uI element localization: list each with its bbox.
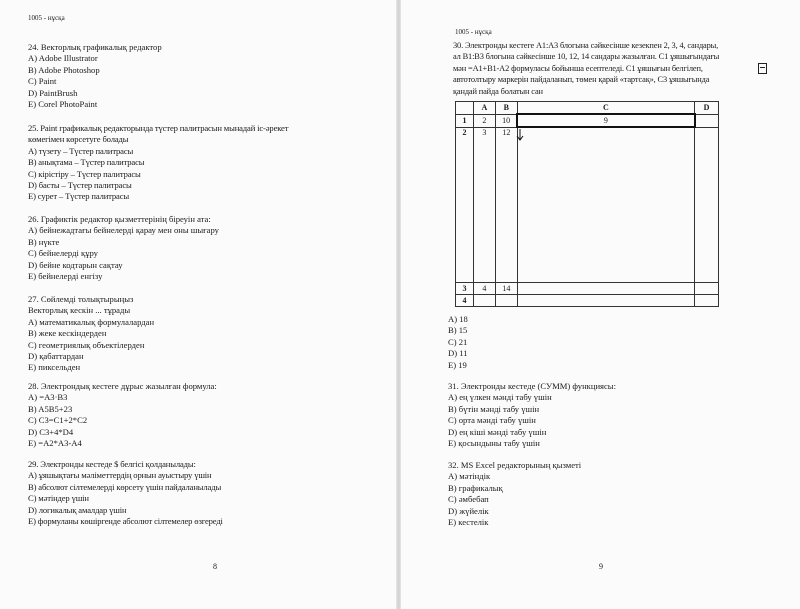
cell: 4 — [473, 282, 495, 294]
cursor-arrow-icon — [515, 129, 525, 141]
option: E) сурет – Түстер палитрасы — [28, 191, 129, 202]
option: B) абсолют сілтемелерді көрсету үшін пайдаланылады — [28, 481, 222, 492]
row-header: 2 — [456, 127, 474, 282]
page-header: 1005 - нұсқа — [28, 14, 65, 22]
question-title: 28. Электрондық кестеге дұрыс жазылған формула: — [28, 381, 217, 391]
question-title-line2: көмегімен көрсетуге болады — [28, 134, 129, 145]
option: A) математикалық формулалардан — [28, 316, 155, 327]
option: E) 19 — [448, 359, 467, 370]
question-31 — [448, 381, 616, 449]
question-title: 29. Электронды кестеде $ белгісі қолданылады: — [28, 459, 196, 469]
cell: 3 — [473, 127, 495, 282]
option: C) кірістіру – Түстер палитрасы — [28, 168, 141, 179]
table-row — [456, 114, 719, 127]
left-page — [0, 0, 398, 609]
option: D) 11 — [448, 348, 468, 359]
cell: 14 — [495, 282, 517, 294]
question-29 — [28, 459, 223, 527]
option: A) мәтіндік — [448, 471, 491, 482]
cell — [517, 294, 694, 306]
cell: 10 — [495, 114, 517, 127]
question-line: 30. Электронды кестеге A1:A3 блогына сәйкесінше кезекпен 2, 3, 4, сандары, — [453, 41, 719, 50]
option: A) ұяшықтағы мәліметтердің орнын ауыстыру үшін — [28, 470, 212, 481]
question-25 — [28, 123, 288, 203]
option: A) бейнежадтағы бейнелерді қарау мен оны шығару — [28, 225, 219, 236]
question-24 — [28, 42, 162, 110]
option: B) бүтін мәнді табу үшін — [448, 403, 540, 414]
option: B) Adobe Photoshop — [28, 64, 100, 75]
cell — [517, 127, 694, 282]
question-27 — [28, 294, 154, 374]
cell — [695, 114, 719, 127]
option: C) бейнелерді құру — [28, 248, 98, 259]
question-title: 25. Paint графикалық редакторында түстер палитрасын мынадай іс-әрекет — [28, 123, 289, 133]
option: C) 21 — [448, 336, 468, 347]
row-header: 4 — [456, 294, 474, 306]
right-page — [401, 0, 800, 609]
option: D) логикалық амалдар үшін — [28, 504, 127, 515]
cell — [473, 294, 495, 306]
question-line: ал B1:B3 блогына сәйкесінше 10, 12, 14 сандары жазылған. C1 ұяшығындағы — [453, 52, 720, 62]
cell: 2 — [473, 114, 495, 127]
option: E) пиксельден — [28, 362, 81, 373]
option: A) ең үлкен мәнді табу үшін — [448, 392, 552, 403]
row-header: 1 — [456, 114, 474, 127]
question-26 — [28, 214, 219, 282]
column-header: C — [517, 102, 694, 115]
column-header: D — [695, 102, 719, 115]
question-30 — [453, 40, 719, 97]
option: E) Corel PhotoPaint — [28, 99, 98, 110]
option: C) C3=C1+2*C2 — [28, 415, 88, 426]
option: E) бейнелерді енгізу — [28, 271, 103, 282]
fill-handle-icon — [758, 63, 767, 74]
option: D) C3+4*D4 — [28, 426, 74, 437]
option: C) геометриялық объектілерден — [28, 339, 145, 350]
question-title: 27. Сөйлемді толықтырыңыз — [28, 294, 134, 304]
cell — [695, 294, 719, 306]
option: B) A5B5+23 — [28, 403, 73, 414]
option: B) жеке кескіндерден — [28, 328, 107, 339]
question-title-line2: Векторлық кескін ... тұрады — [28, 305, 131, 316]
question-32 — [448, 460, 581, 528]
question-line: қандай пайда болатын сан — [453, 86, 543, 96]
spreadsheet-table — [455, 101, 719, 307]
option: D) басты – Түстер палитрасы — [28, 180, 132, 191]
option: B) графикалық — [448, 482, 503, 493]
page-header: 1005 - нұсқа — [455, 28, 492, 36]
page-number: 8 — [213, 562, 217, 571]
table-row — [456, 282, 719, 294]
option: D) ең кіші мәнді табу үшін — [448, 426, 547, 437]
cell — [695, 127, 719, 282]
row-header: 3 — [456, 282, 474, 294]
option: C) мәтіндер үшін — [28, 493, 89, 504]
table-row — [456, 294, 719, 306]
option: A) 18 — [448, 314, 468, 324]
option: A) =A3·B3 — [28, 392, 68, 403]
cell: 9 — [517, 114, 694, 127]
question-line: мән =A1+B1-A2 формуласы бойынша есептеледі. C1 ұяшығын белгілеп, — [453, 63, 703, 73]
option: D) қабаттардан — [28, 351, 84, 362]
option: C) орта мәнді табу үшін — [448, 415, 536, 426]
page-number: 9 — [599, 562, 603, 571]
cell — [695, 282, 719, 294]
option: B) нүкте — [28, 236, 60, 247]
option: E) формуланы көшіргенде абсолют сілтемелер өзгереді — [28, 516, 223, 527]
table-row — [456, 127, 719, 282]
option: B) 15 — [448, 325, 468, 336]
cell: 12 — [495, 127, 517, 282]
question-line: автотолтыру маркерін пайдаланып, төмен қарай «тартсақ», C3 ұяшығында — [453, 75, 710, 85]
column-header-row — [456, 102, 719, 115]
cell — [517, 282, 694, 294]
option: D) бейне кодтарын сақтау — [28, 259, 123, 270]
option: A) түзету – Түстер палитрасы — [28, 145, 134, 156]
column-header: A — [473, 102, 495, 115]
column-header: B — [495, 102, 517, 115]
option: E) =A2*A3-A4 — [28, 438, 82, 449]
question-title: 31. Электронды кестеде (СУММ) функциясы: — [448, 381, 616, 391]
option: B) анықтама – Түстер палитрасы — [28, 157, 145, 168]
question-title: 26. Графиктік редактор қызметтерінің біреуін ата: — [28, 214, 211, 224]
corner-cell — [456, 102, 474, 115]
question-title: 24. Векторлық графикалық редактор — [28, 42, 162, 52]
option: C) әмбебап — [448, 494, 489, 505]
question-title: 32. MS Excel редакторының қызметі — [448, 460, 582, 470]
option: E) кестелік — [448, 517, 489, 528]
option: E) қосындыны табу үшін — [448, 438, 540, 449]
question-30-options — [448, 314, 468, 371]
option: C) Paint — [28, 76, 57, 87]
question-28 — [28, 381, 217, 449]
option: D) PaintBrush — [28, 87, 78, 98]
option: A) Adobe Illustrator — [28, 53, 98, 64]
cell — [495, 294, 517, 306]
option: D) жүйелік — [448, 505, 489, 516]
